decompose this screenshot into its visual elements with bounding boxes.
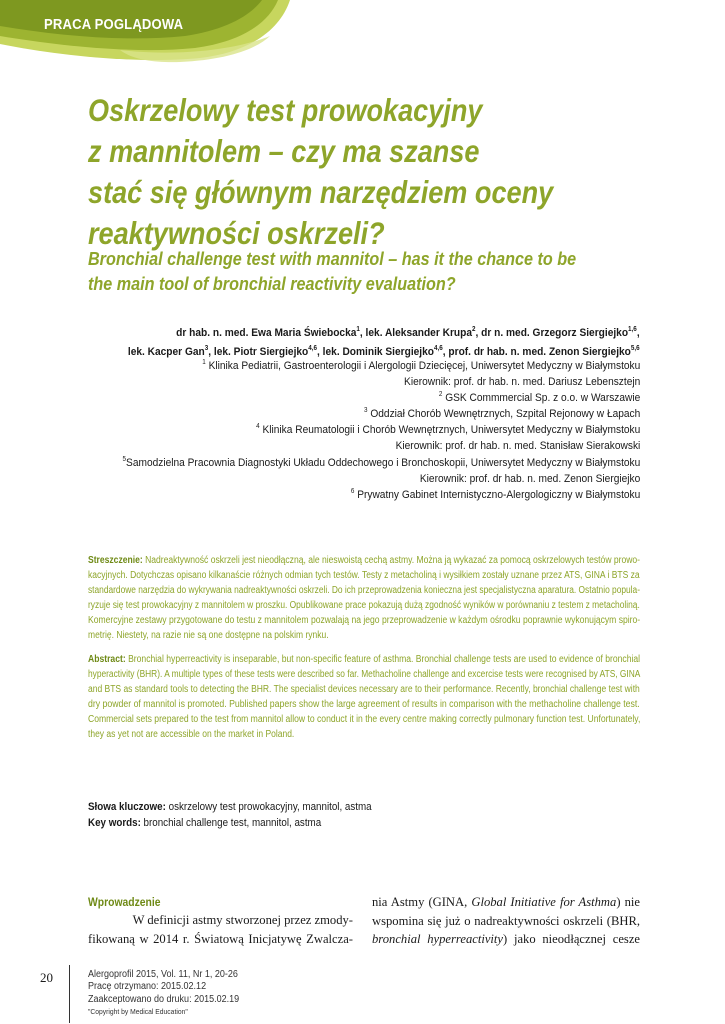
author-name: , lek. Aleksander Krupa <box>360 327 473 339</box>
affiliation-ref: 2 <box>472 326 476 334</box>
affiliation-head: Kierownik: prof. dr hab. n. med. Dariusz Lebensztejn <box>403 376 640 389</box>
title-line: Oskrzelowy test prowokacyjny <box>88 92 483 128</box>
abstract-text: Nadreaktywność oskrzeli jest nieodłączną, ale nieswoistą cechą astmy. Można ją wykazać za pomocą oskrzelowych testów prowo- <box>142 555 641 566</box>
affiliation-ref: 1 <box>356 326 361 334</box>
abstract-line: dry powder of mannitol is promoted. Published papers show the large agreement of results in comparison with the methacholine challenge test. <box>88 698 640 710</box>
abstract-polish <box>88 553 640 644</box>
article-title-polish <box>88 90 604 254</box>
section-type-label: PRACA POGLĄDOWA <box>44 17 184 33</box>
accepted-date: Zaakceptowano do druku: 2015.02.19 <box>88 993 240 1005</box>
keywords-label: Słowa kluczowe: <box>88 801 166 813</box>
affiliation-number: 5 <box>122 455 126 463</box>
body-text: nia Astmy (GINA, <box>372 895 472 909</box>
body-text: ) jako nieodłącznej cesze <box>503 932 640 946</box>
body-line: W definicji astmy stworzonej przez zmody- <box>132 913 353 927</box>
affiliation-ref: 1,6 <box>628 326 638 334</box>
abstract-label: Streszczenie: <box>88 555 143 566</box>
abstract-line: ryzuje się test prowokacyjny z mannitolem w proszku. Opublikowane prace pokazują dużą zgodność wyników w porównaniu z testem z metacholiną. <box>88 600 640 612</box>
keywords-polish <box>88 799 372 815</box>
affiliation-text: Samodzielna Pracownia Diagnostyki Układu Oddechowego i Bronchoskopii, Uniwersytet Medyczny w Białymstoku <box>125 456 640 469</box>
abstract-line: they as yet not are accessible on the market in Poland. <box>88 729 295 741</box>
affiliation-number: 2 <box>438 391 443 399</box>
affiliation-ref: 3 <box>205 345 209 353</box>
author-name: , lek. Dominik Siergiejko <box>317 346 435 358</box>
affiliation-text: Klinika Pediatrii, Gastroenterologii i Alergologii Dziecięcej, Uniwersytet Medyczny w Białymstoku <box>208 360 640 372</box>
affiliation-text: Klinika Reumatologii i Chorób Wewnętrznych, Uniwersytet Medyczny w Białymstoku <box>262 424 640 437</box>
affiliation-head: Kierownik: prof. dr hab. n. med. Zenon Siergiejko <box>419 472 640 485</box>
affiliation <box>122 406 640 422</box>
body-column-left <box>88 911 353 948</box>
affiliation <box>122 487 640 503</box>
author-name: dr hab. n. med. Ewa Maria Świebocka <box>176 327 357 339</box>
affiliation-head: Kierownik: prof. dr hab. n. med. Stanisław Sierakowski <box>395 440 640 453</box>
author-name: , lek. Piotr Siergiejko <box>208 346 309 358</box>
received-date: Pracę otrzymano: 2015.02.12 <box>88 981 207 993</box>
affiliation-list <box>65 358 640 503</box>
author-name: , dr n. med. Grzegorz Siergiejko <box>475 327 629 339</box>
body-column-right <box>372 893 640 949</box>
keywords-text: oskrzelowy test prowokacyjny, mannitol, astma <box>165 801 372 813</box>
citation: Alergoprofil 2015, Vol. 11, Nr 1, 20-26 <box>88 969 238 980</box>
affiliation-text: Prywatny Gabinet Internistyczno-Alergologiczny w Białymstoku <box>356 488 640 501</box>
affiliation-number: 3 <box>363 407 368 415</box>
footer-divider <box>69 965 70 1023</box>
body-line: fikowaną w 2014 r. Światową Inicjatywę Zwalcza- <box>88 931 353 946</box>
affiliation-text: GSK Commmercial Sp. z o.o. w Warszawie <box>444 392 640 405</box>
keywords <box>88 799 403 831</box>
body-text-italic: bronchial hyperreactivity <box>372 932 504 946</box>
abstract-line: and BTS as standard tools to detecting the BHR. The specialist devices necessary are to their performance. Recently, bronchial challenge test with <box>88 683 640 695</box>
abstract-line: standardowe narzędzia do wykrywania nadreaktywności oskrzeli. Do ich przeprowadzenia konieczna jest specjalistyczna aparatura. Ostatnio popula- <box>88 585 640 597</box>
affiliation-number: 6 <box>350 487 355 495</box>
affiliation <box>122 390 640 406</box>
title-line: z mannitolem – czy ma szanse <box>88 133 480 169</box>
affiliation-number: 1 <box>201 359 206 367</box>
section-banner <box>0 0 300 70</box>
banner-swoosh-graphic <box>0 0 300 70</box>
abstract-line <box>88 553 641 568</box>
affiliation <box>122 455 640 471</box>
body-text: ) nie <box>616 895 640 909</box>
affiliation-ref: 4,6 <box>308 345 318 353</box>
author-name: , prof. dr hab. n. med. Zenon Siergiejko <box>443 346 632 358</box>
footer-meta <box>88 969 256 1018</box>
abstract-label: Abstract: <box>88 653 126 665</box>
article-title-english <box>88 246 645 296</box>
keywords-english <box>88 815 372 831</box>
author-line <box>128 324 640 343</box>
page-number: 20 <box>40 970 53 985</box>
abstract-english <box>88 652 640 743</box>
abstract-line: kacyjnych. Dotychczas opisano kilkanaście różnych odmian tych testów. Testy z metacholiną i wysiłkiem zostały uznane przez ATS, GINA i BTS za <box>88 570 640 582</box>
title-line: Bronchial challenge test with mannitol – has it the chance to be <box>88 248 577 269</box>
affiliation-number: 4 <box>255 423 260 431</box>
abstract-line <box>88 652 641 667</box>
title-line: reaktywności oskrzeli? <box>88 215 385 251</box>
section-heading: Wprowadzenie <box>88 897 161 909</box>
copyright: "Copyright by Medical Education" <box>88 1006 188 1016</box>
body-text-italic: Global Initiative for Asthma <box>471 895 617 909</box>
abstract-line: hyperactivity (BHR). A multiple types of these tests were described so far. Methacholine challenge and excercise tests were recognised by ATS, GINA <box>88 668 641 680</box>
separator: , <box>637 327 640 339</box>
body-line: wspomina się już o nadreaktywności oskrzeli (BHR, <box>372 913 640 928</box>
affiliation-ref: 5,6 <box>631 345 640 353</box>
abstract-line: Commercial sets prepared to the test from mannitol allow to conduct it in the every centre making correctly pulmonary function test. Unfortunately, <box>88 713 641 725</box>
title-line: the main tool of bronchial reactivity evaluation? <box>88 273 456 294</box>
abstract-line: Komercyjne zestawy przygotowane do testu z mannitolem pozwalają na jego przeprowadzenie w każdym ośrodku poprawnie wykonującym spiro- <box>88 615 641 627</box>
affiliation-ref: 4,6 <box>434 345 444 353</box>
body-line <box>372 930 640 949</box>
affiliation <box>122 358 640 374</box>
keywords-label: Key words: <box>88 817 141 829</box>
author-name: lek. Kacper Gan <box>128 346 206 358</box>
author-list <box>71 324 640 362</box>
abstract-line: metrię. Niestety, na razie nie są one dostępne na polskim rynku. <box>88 630 329 642</box>
title-line: stać się głównym narzędziem oceny <box>88 174 554 210</box>
affiliation <box>122 422 640 438</box>
abstract-text: Bronchial hyperreactivity is inseparable, but non-specific feature of asthma. Bronchial challenge tests are used to evidence of bronchial <box>125 653 641 665</box>
body-line <box>372 893 640 912</box>
affiliation-text: Oddział Chorób Wewnętrznych, Szpital Rejonowy w Łapach <box>370 408 640 421</box>
keywords-text: bronchial challenge test, mannitol, astma <box>140 817 322 829</box>
abstract-block <box>88 553 640 742</box>
